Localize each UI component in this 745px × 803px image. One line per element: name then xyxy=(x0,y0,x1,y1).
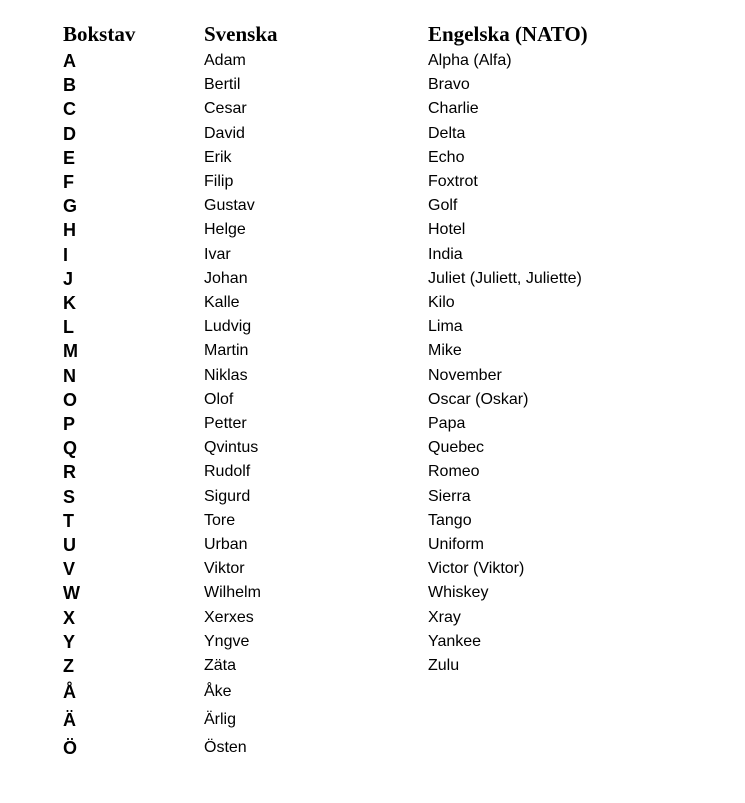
header-letter: Bokstav xyxy=(63,22,136,46)
english-name-cell: Bravo xyxy=(428,76,470,94)
letter-cell: T xyxy=(63,510,74,531)
letter-cell: N xyxy=(63,365,76,386)
english-name-cell: Delta xyxy=(428,124,466,142)
letter-cell: P xyxy=(63,414,76,434)
table-row xyxy=(0,436,745,460)
letter-cell: F xyxy=(63,172,74,192)
letter-cell: U xyxy=(63,535,76,555)
table-row xyxy=(0,267,745,291)
english-name-cell: India xyxy=(428,245,463,263)
english-name-cell: Victor (Viktor) xyxy=(428,560,525,578)
table-row xyxy=(0,194,745,218)
letter-cell: Z xyxy=(63,656,74,676)
swedish-name-cell: Niklas xyxy=(204,366,248,384)
header-swedish: Svenska xyxy=(204,22,278,46)
letter-cell: K xyxy=(63,293,76,313)
table-row xyxy=(0,680,745,704)
letter-cell: V xyxy=(63,559,76,580)
swedish-name-cell: Rudolf xyxy=(204,463,251,481)
table-row xyxy=(0,654,745,678)
table-row xyxy=(0,73,745,97)
letter-cell: A xyxy=(63,51,76,71)
english-name-cell: Zulu xyxy=(428,657,460,674)
letter-cell: M xyxy=(63,341,78,362)
letter-cell: D xyxy=(63,123,76,144)
letter-cell: Å xyxy=(63,682,76,702)
letter-cell: Ä xyxy=(63,710,76,730)
letter-cell: C xyxy=(63,99,76,120)
swedish-name-cell: Olof xyxy=(204,390,234,408)
table-row xyxy=(0,509,745,533)
swedish-name-cell: Urban xyxy=(204,536,248,553)
english-name-cell: Oscar (Oskar) xyxy=(428,390,529,408)
swedish-name-cell: Kalle xyxy=(204,294,240,311)
english-name-cell: Foxtrot xyxy=(428,173,478,190)
table-row xyxy=(0,170,745,194)
letter-cell: Q xyxy=(63,438,78,459)
table-row xyxy=(0,364,745,388)
swedish-name-cell: Åke xyxy=(204,683,232,700)
table-row xyxy=(0,412,745,436)
table-row xyxy=(0,291,745,315)
english-name-cell: Romeo xyxy=(428,463,480,481)
letter-cell: L xyxy=(63,317,74,338)
english-name-cell: Quebec xyxy=(428,439,485,457)
table-row xyxy=(0,630,745,654)
table-row xyxy=(0,49,745,73)
table-row xyxy=(0,315,745,339)
letter-cell: O xyxy=(63,389,78,410)
english-name-cell: Mike xyxy=(428,342,462,360)
table-row xyxy=(0,388,745,412)
english-name-cell: Echo xyxy=(428,148,465,166)
table-row xyxy=(0,736,745,760)
swedish-name-cell: Johan xyxy=(204,269,248,287)
swedish-name-cell: Wilhelm xyxy=(204,584,261,602)
letter-cell: R xyxy=(63,462,76,483)
swedish-name-cell: Qvintus xyxy=(204,439,259,457)
english-name-cell: Charlie xyxy=(428,100,479,118)
swedish-name-cell: Filip xyxy=(204,173,234,190)
english-name-cell: Whiskey xyxy=(428,584,489,602)
letter-cell: B xyxy=(63,75,76,96)
swedish-name-cell: Martin xyxy=(204,342,249,360)
table-row xyxy=(0,606,745,630)
table-row xyxy=(0,460,745,484)
table-row xyxy=(0,97,745,121)
swedish-name-cell: Zäta xyxy=(204,657,237,674)
table-row xyxy=(0,533,745,557)
swedish-name-cell: Bertil xyxy=(204,76,241,94)
swedish-name-cell: Östen xyxy=(204,739,247,756)
swedish-name-cell: Ärlig xyxy=(204,711,237,728)
letter-cell: J xyxy=(63,268,74,289)
english-name-cell: Papa xyxy=(428,415,466,432)
table-row xyxy=(0,557,745,581)
table-row xyxy=(0,122,745,146)
english-name-cell: Xray xyxy=(428,608,461,626)
letter-cell: I xyxy=(63,244,69,265)
english-name-cell: Hotel xyxy=(428,221,466,239)
swedish-name-cell: David xyxy=(204,124,245,142)
letter-cell: W xyxy=(63,583,80,604)
swedish-name-cell: Helge xyxy=(204,221,246,239)
letter-cell: S xyxy=(63,486,76,507)
swedish-name-cell: Ivar xyxy=(204,245,231,263)
swedish-name-cell: Xerxes xyxy=(204,608,254,626)
english-name-cell: Yankee xyxy=(428,632,482,650)
letter-cell: Y xyxy=(63,631,76,652)
english-name-cell: Juliet (Juliett, Juliette) xyxy=(428,269,582,287)
table-row xyxy=(0,708,745,732)
header-english: Engelska (NATO) xyxy=(428,22,588,46)
table-row xyxy=(0,485,745,509)
swedish-name-cell: Sigurd xyxy=(204,487,251,505)
swedish-name-cell: Petter xyxy=(204,415,247,432)
english-name-cell: Golf xyxy=(428,197,458,215)
table-row xyxy=(0,146,745,170)
swedish-name-cell: Erik xyxy=(204,148,232,166)
swedish-name-cell: Yngve xyxy=(204,632,250,650)
letter-cell: X xyxy=(63,607,76,628)
table-row xyxy=(0,243,745,267)
letter-cell: H xyxy=(63,220,76,241)
letter-cell: G xyxy=(63,196,78,217)
english-name-cell: November xyxy=(428,366,502,384)
swedish-name-cell: Adam xyxy=(204,52,246,69)
letter-cell: Ö xyxy=(63,738,78,758)
swedish-name-cell: Tore xyxy=(204,511,236,529)
table-row xyxy=(0,339,745,363)
swedish-name-cell: Viktor xyxy=(204,560,245,578)
english-name-cell: Lima xyxy=(428,318,463,336)
swedish-name-cell: Cesar xyxy=(204,100,247,118)
swedish-name-cell: Ludvig xyxy=(204,318,252,336)
english-name-cell: Kilo xyxy=(428,294,455,311)
table-row xyxy=(0,581,745,605)
english-name-cell: Tango xyxy=(428,511,472,529)
letter-cell: E xyxy=(63,147,76,168)
english-name-cell: Alpha (Alfa) xyxy=(428,52,512,69)
english-name-cell: Sierra xyxy=(428,487,471,505)
table-row xyxy=(0,218,745,242)
swedish-name-cell: Gustav xyxy=(204,197,255,215)
english-name-cell: Uniform xyxy=(428,536,485,553)
